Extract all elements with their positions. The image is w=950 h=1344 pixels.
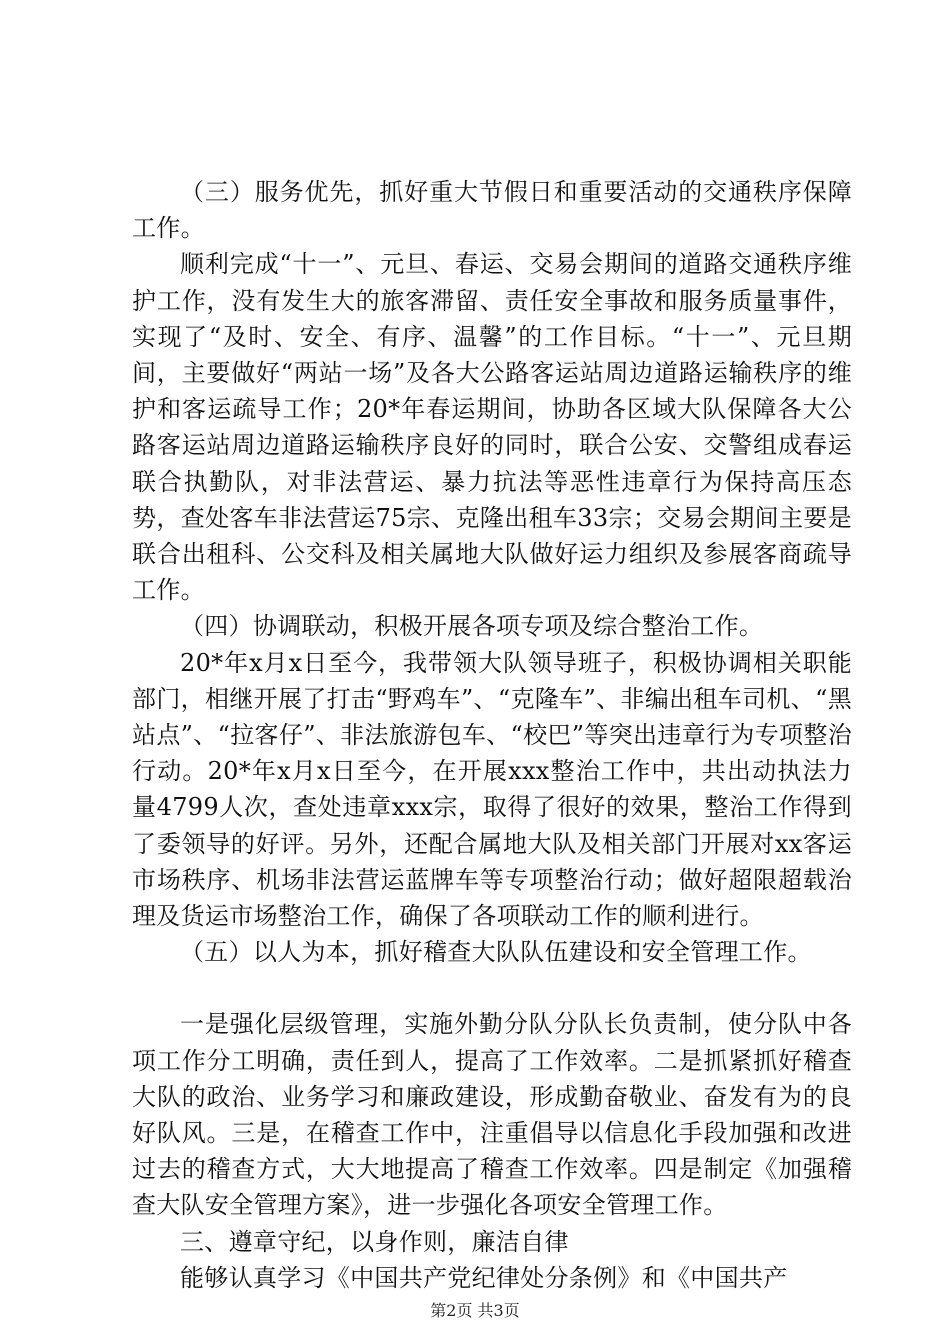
blank-line [132, 970, 852, 1006]
page-footer: 第2页 共3页 [430, 1301, 520, 1320]
body-paragraph: 一是强化层级管理，实施外勤分队分队长负责制，使分队中各项工作分工明确，责任到人，提高了工作效率。二是抓紧抓好稽查大队的政治、业务学习和廉政建设，形成勤奋敬业、奋发有为的良好队风。三是，在稽查工作中，注重倡导以信息化手段加强和改进过去的稽查方式，大大地提高了稽查工作效率。四是制定《加强稽查大队安全管理方案》，进一步强化各项安全管理工作。 [132, 1010, 852, 1220]
body-paragraph: 20*年x月x日至今，我带领大队领导班子，积极协调相关职能部门，相继开展了打击“野鸡车”、“克隆车”、非编出租车司机、“黑站点”、“拉客仔”、非法旅游包车、“校巴”等突出违章行为专项整治行动。20*年x月x日至今，在开展xxx整治工作中，共出动执法力量4799人次，查处违章xxx宗，取得了很好的效果，整治工作得到了委领导的好评。另外，还配合属地大队及相关部门开展对xx客运市场秩序、机场非法营运蓝牌车等专项整治行动；做好超限超载治理及货运市场整治工作，确保了各项联动工作的顺利进行。 [132, 648, 852, 931]
body-paragraph: 能够认真学习《中国共产党纪律处分条例》和《中国共产 [180, 1263, 788, 1292]
section-heading-discipline: 三、遵章守纪，以身作则，廉洁自律 [180, 1227, 569, 1256]
document-body [132, 174, 852, 1296]
section-heading-4: （四）协调联动，积极开展各项专项及综合整治工作。 [180, 612, 764, 641]
body-paragraph: 顺利完成“十一”、元旦、春运、交易会期间的道路交通秩序维护工作，没有发生大的旅客滞留、责任安全事故和服务质量事件，实现了“及时、安全、有序、温馨”的工作目标。“十一”、元旦期间，主要做好“两站一场”及各大公路客运站周边道路运输秩序的维护和客运疏导工作；20*年春运期间，协助各区域大队保障各大公路客运站周边道路运输秩序良好的同时，联合公安、交警组成春运联合执勤队，对非法营运、暴力抗法等恶性违章行为保持高压态势，查处客车非法营运75宗、克隆出租车33宗；交易会期间主要是联合出租科、公交科及相关属地大队做好运力组织及参展客商疏导工作。 [132, 250, 852, 605]
section-heading-5: （五）以人为本，抓好稽查大队队伍建设和安全管理工作。 [180, 938, 812, 967]
section-heading-3: （三）服务优先，抓好重大节假日和重要活动的交通秩序保障工作。 [132, 178, 852, 243]
